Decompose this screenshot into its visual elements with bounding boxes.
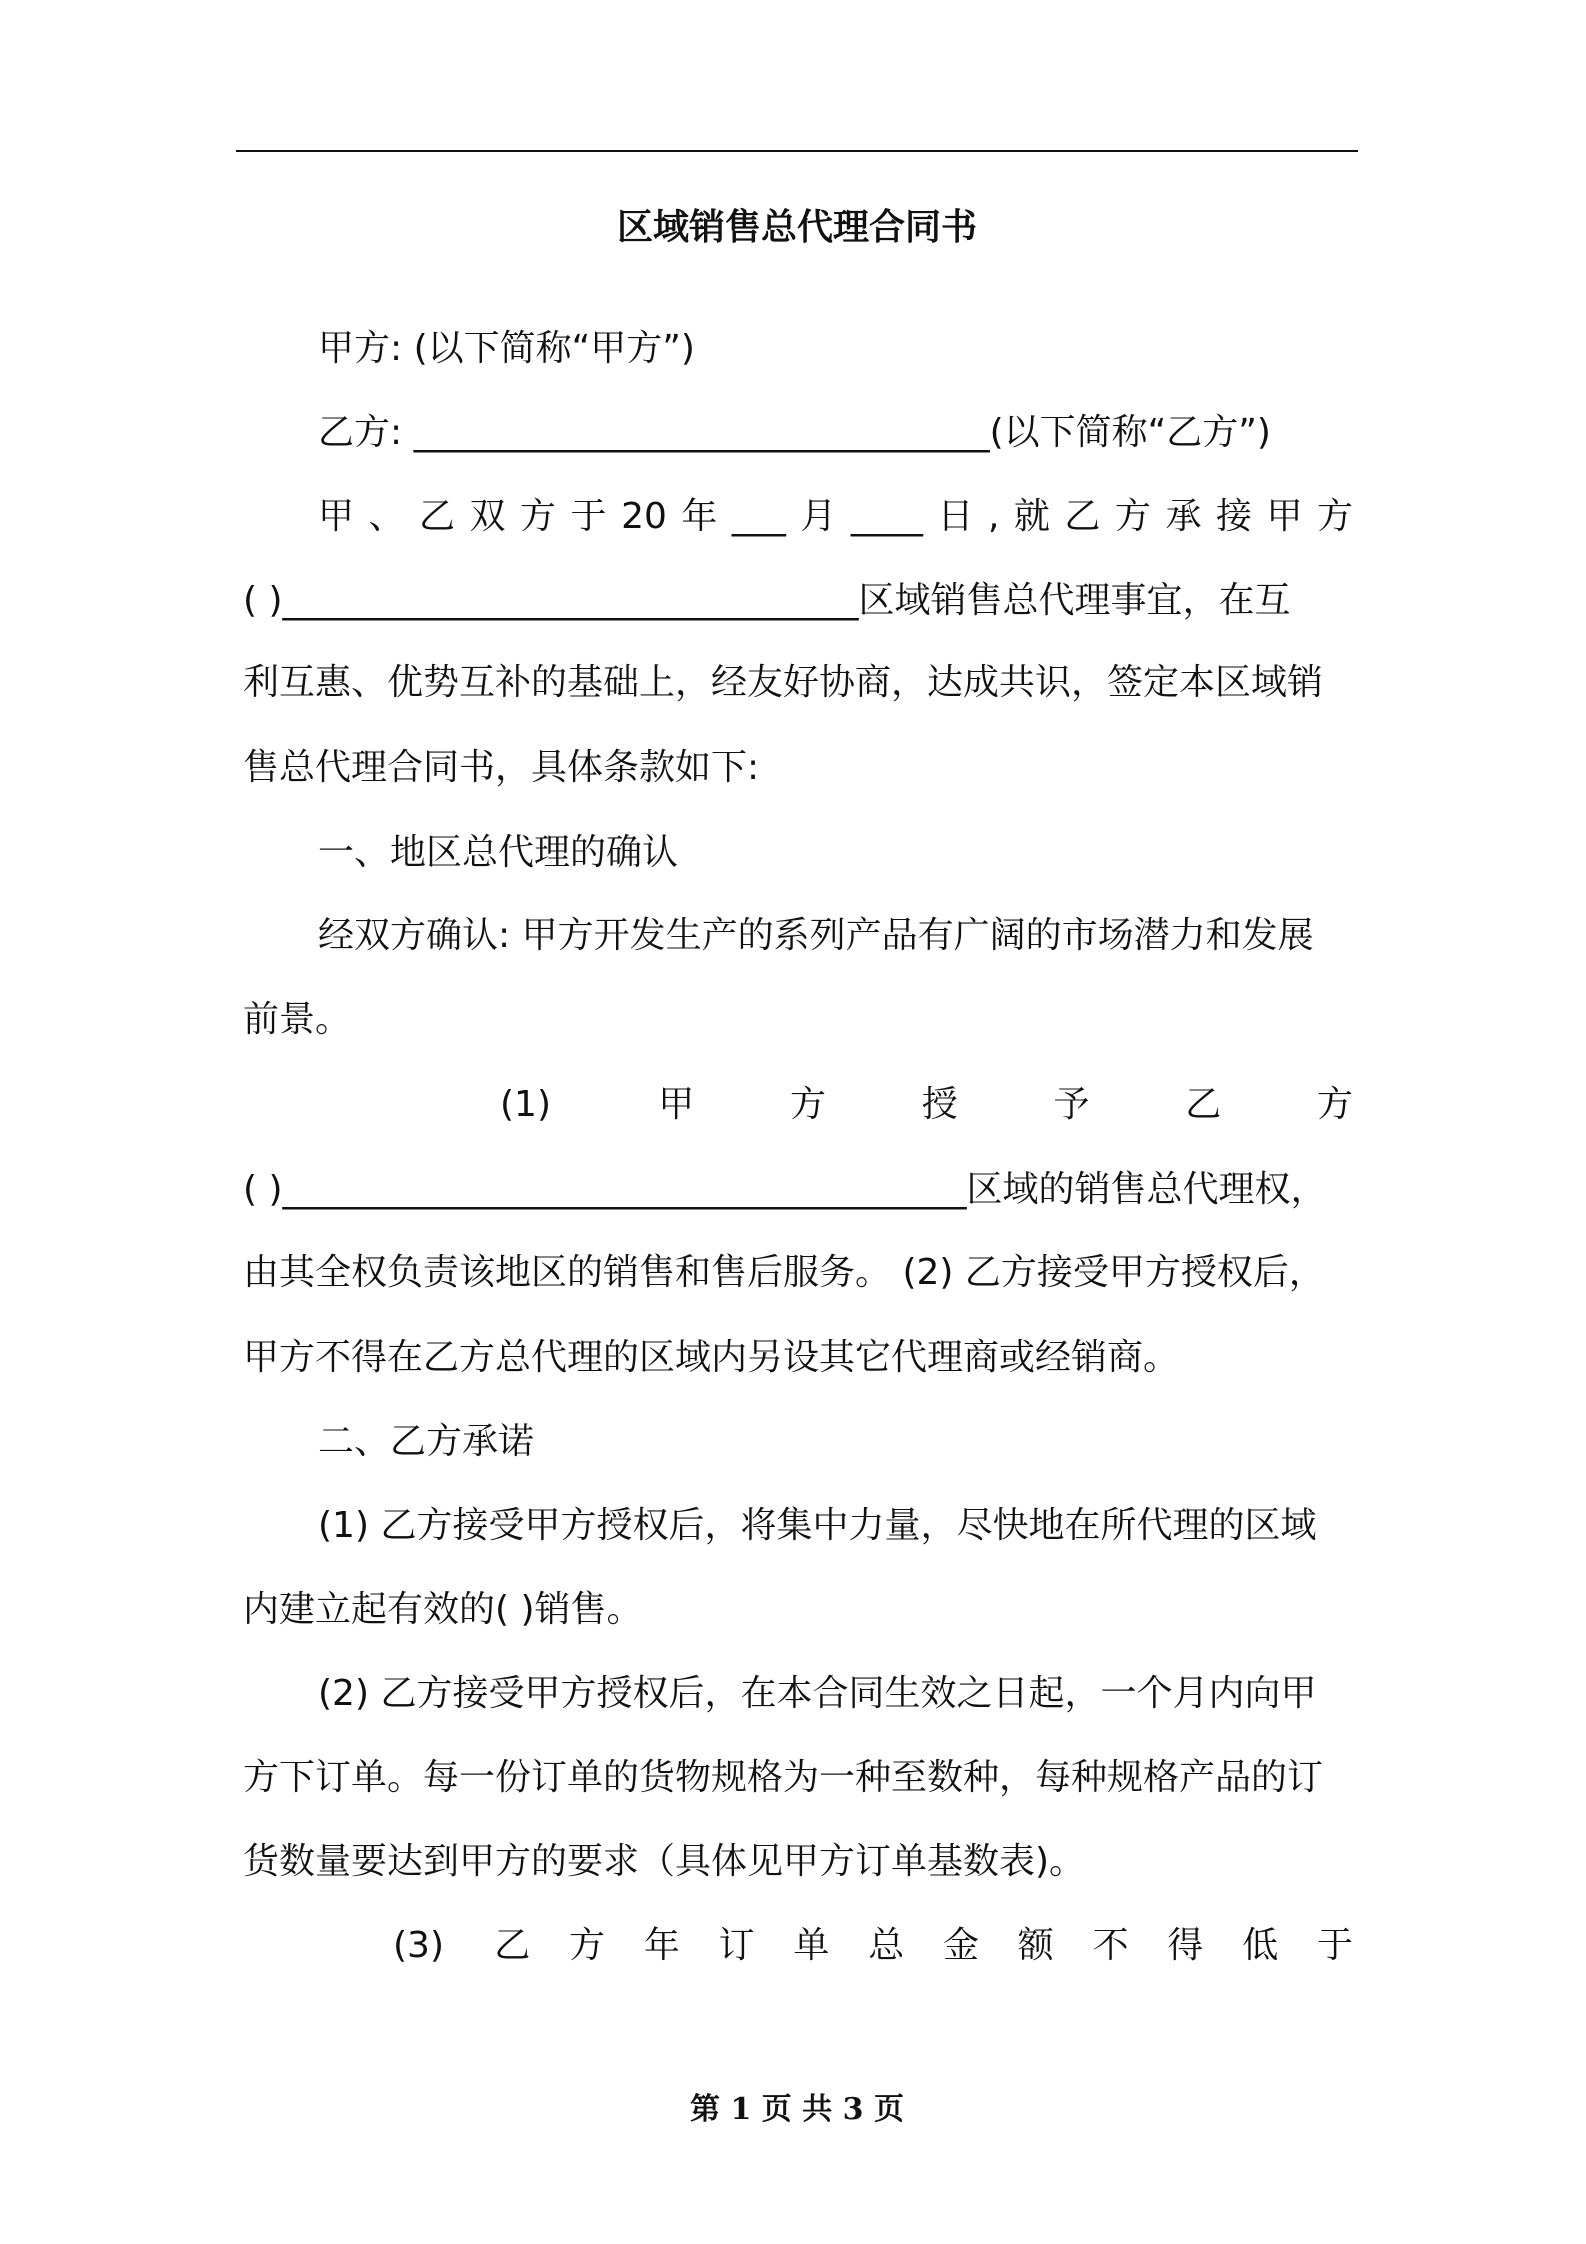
paragraph-line: 货数量要达到甲方的要求（具体见甲方订单基数表)。 [243, 1841, 1086, 1882]
paragraph-line: 经双方确认: 甲方开发生产的系列产品有广阔的市场潜力和发展 [318, 915, 1314, 956]
paragraph-line: (2) 乙方接受甲方授权后，在本合同生效之日起，一个月内向甲 [318, 1673, 1317, 1714]
paragraph-line: 前景。 [243, 999, 352, 1040]
paragraph-line: 利互惠、优势互补的基础上，经友好协商，达成共识，签定本区域销 [243, 662, 1324, 703]
paragraph-line: ( )______________________________________区域的销售总代理权， [243, 1169, 1327, 1210]
paragraph-line: 售总代理合同书，具体条款如下: [243, 747, 760, 788]
document-title: 区域销售总代理合同书 [616, 207, 977, 248]
section-heading: 二、乙方承诺 [318, 1421, 535, 1462]
paragraph-line: 甲、乙双方于20年___月____日,就乙方承接甲方 [318, 496, 1353, 537]
paragraph-line: ( )________________________________区域销售总代理事宜，在互 [243, 580, 1291, 621]
page-number: 第 1 页 共 3 页 [690, 2092, 904, 2127]
paragraph-line: 甲方不得在乙方总代理的区域内另设其它代理商或经销商。 [243, 1337, 1180, 1378]
party-b-line: 乙方: ________________________________(以下简称“乙方”) [318, 412, 1271, 453]
paragraph-line: 内建立起有效的( )销售。 [243, 1589, 643, 1630]
paragraph-line: (1) 乙方接受甲方授权后，将集中力量，尽快地在所代理的区域 [318, 1505, 1317, 1546]
paragraph-line: (1) 甲方授予乙方 [500, 1084, 1353, 1125]
party-a-line: 甲方: (以下简称“甲方”) [318, 328, 695, 369]
paragraph-line: (3) 乙方年订单总金额不得低于 [393, 1925, 1353, 1966]
header-rule [236, 150, 1358, 152]
paragraph-line: 由其全权负责该地区的销售和售后服务。 (2) 乙方接受甲方授权后， [243, 1252, 1325, 1293]
section-heading: 一、地区总代理的确认 [318, 832, 679, 873]
paragraph-line: 方下订单。每一份订单的货物规格为一种至数种，每种规格产品的订 [243, 1757, 1324, 1798]
